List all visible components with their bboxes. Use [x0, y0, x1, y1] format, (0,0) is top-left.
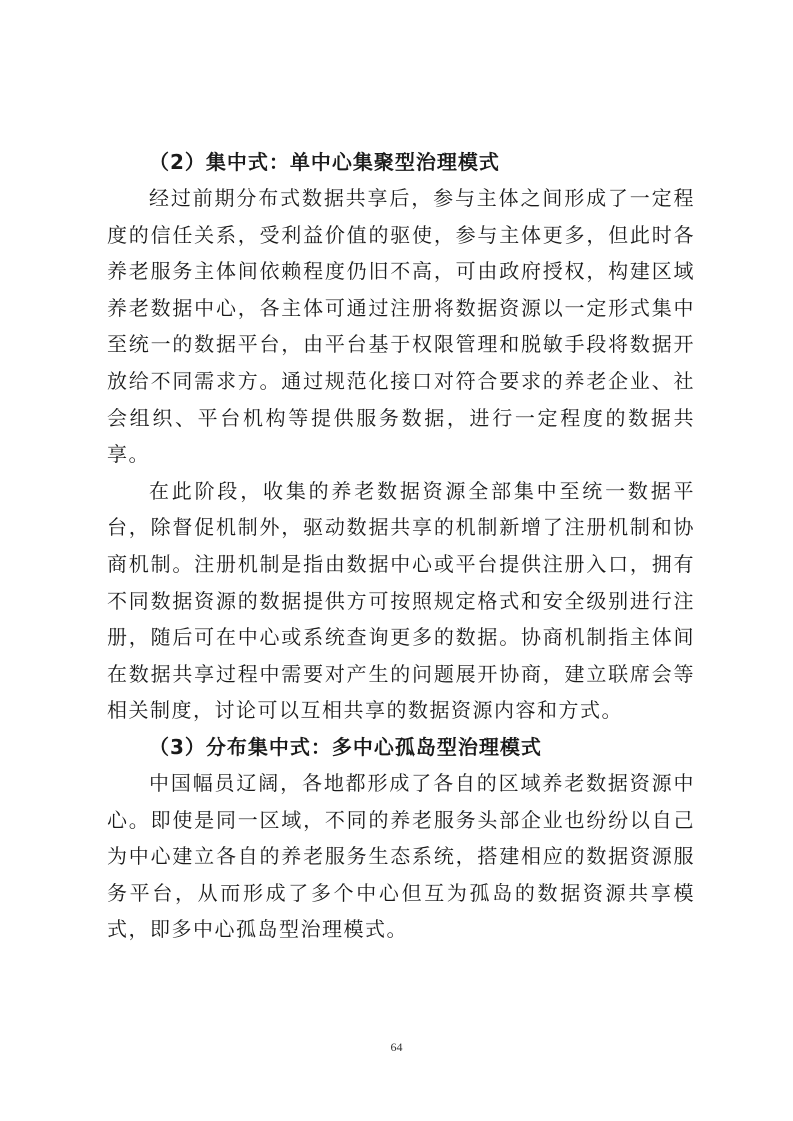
section-heading-distributed-centralized: （3）分布集中式：多中心孤岛型治理模式 [149, 734, 542, 759]
paragraph-centralized-2: 在此阶段，收集的养老数据资源全部集中至统一数据平台，除督促机制外，驱动数据共享的机制新增了注册机制和协商机制。注册机制是指由数据中心或平台提供注册入口，拥有不同数据资源的数据提供方可按照规定格式和安全级别进行注册，随后可在中心或系统查询更多的数据。协商机制指主体间在数据共享过程中需要对产生的问题展开协商，建立联席会等相关制度，讨论可以互相共享的数据资源内容和方式。 [107, 478, 695, 723]
paragraph-centralized-1: 经过前期分布式数据共享后，参与主体之间形成了一定程度的信任关系，受利益价值的驱使，参与主体更多，但此时各养老服务主体间依赖程度仍旧不高，可由政府授权，构建区域养老数据中心，各主体可通过注册将数据资源以一定形式集中至统一的数据平台，由平台基于权限管理和脱敏手段将数据开放给不同需求方。通过规范化接口对符合要求的养老企业、社会组织、平台机构等提供服务数据，进行一定程度的数据共享。 [107, 186, 695, 467]
page-content [107, 144, 695, 948]
section-heading-centralized: （2）集中式：单中心集聚型治理模式 [149, 150, 500, 174]
paragraph-distributed-centralized-1: 中国幅员辽阔，各地都形成了各自的区域养老数据资源中心。即使是同一区域，不同的养老服务头部企业也纷纷以自己为中心建立各自的养老服务生态系统，搭建相应的数据资源服务平台，从而形成了多个中心但互为孤岛的数据资源共享模式，即多中心孤岛型治理模式。 [107, 770, 695, 942]
page-number: 64 [390, 1040, 403, 1054]
